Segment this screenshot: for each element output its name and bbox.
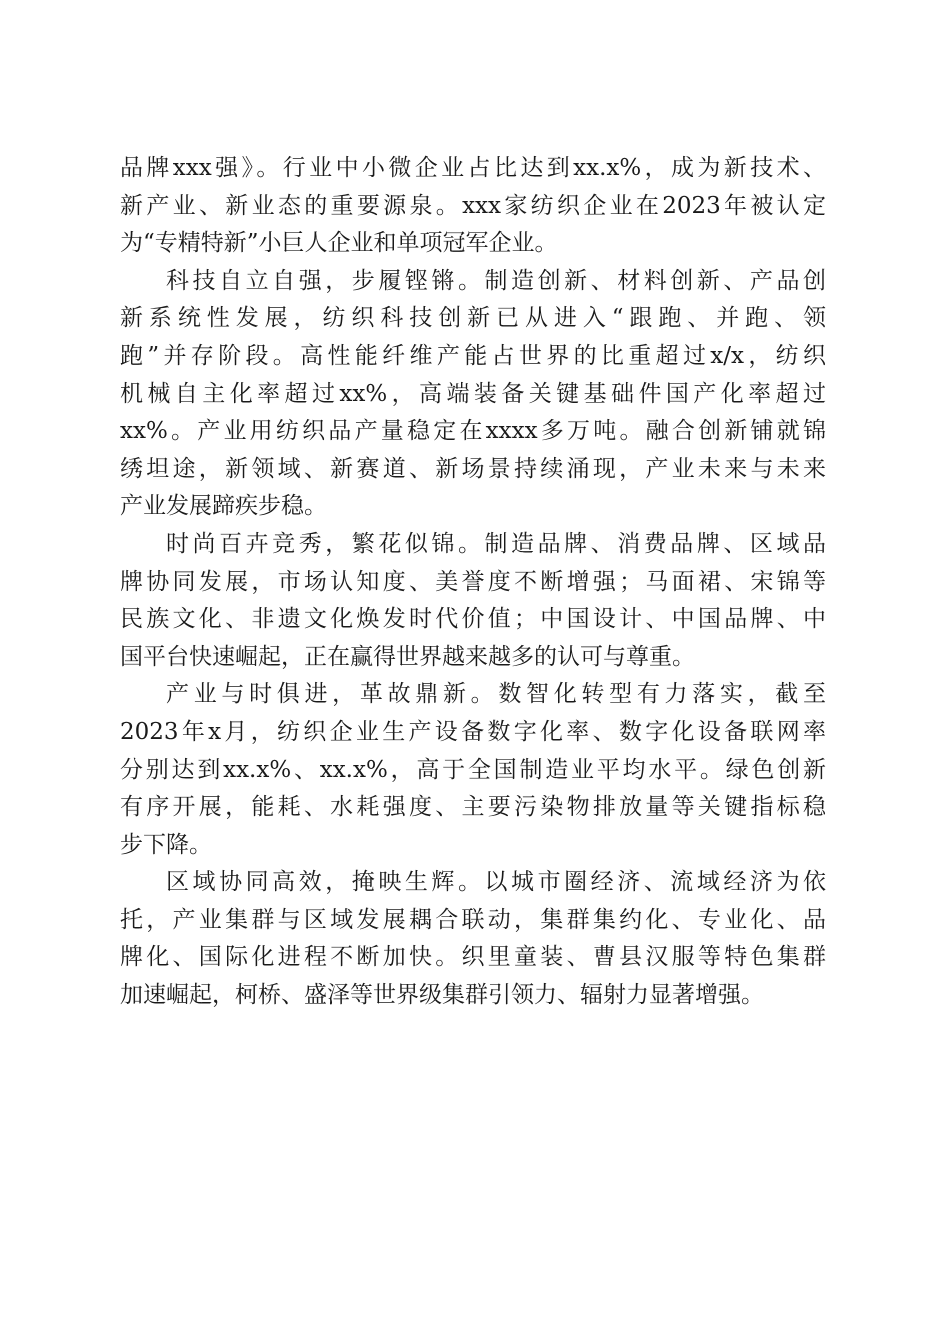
paragraph-regional bbox=[120, 864, 826, 1014]
text-line: 国平台快速崛起，正在赢得世界越来越多的认可与尊重。 bbox=[120, 643, 695, 670]
paragraph-technology bbox=[120, 263, 826, 526]
text-line: xx%。产业用纺织品产量稳定在xxxx多万吨。融合创新铺就锦 bbox=[120, 418, 826, 445]
text-line: 新系统性发展，纺织科技创新已从进入“跟跑、并跑、领 bbox=[120, 305, 826, 332]
text-line: 新产业、新业态的重要源泉。xxx家纺织企业在2023年被认定 bbox=[120, 192, 826, 219]
text-line: 跑”并存阶段。高性能纤维产能占世界的比重超过x/x，纺织 bbox=[120, 342, 826, 369]
text-line: 牌化、国际化进程不断加快。织里童装、曹县汉服等特色集群 bbox=[120, 944, 826, 971]
body-text bbox=[120, 150, 826, 1015]
paragraph-digital-green bbox=[120, 676, 826, 864]
text-line: 步下降。 bbox=[120, 831, 212, 858]
text-line: 科技自立自强，步履铿锵。制造创新、材料创新、产品创 bbox=[166, 267, 826, 294]
paragraph-enterprise-structure bbox=[120, 150, 826, 263]
paragraph-fashion bbox=[120, 526, 826, 676]
text-line: 机械自主化率超过xx%，高端装备关键基础件国产化率超过 bbox=[120, 380, 826, 407]
text-line: 有序开展，能耗、水耗强度、主要污染物排放量等关键指标稳 bbox=[120, 794, 826, 821]
text-line: 托，产业集群与区域发展耦合联动，集群集约化、专业化、品 bbox=[120, 906, 826, 933]
text-line: 民族文化、非遗文化焕发时代价值；中国设计、中国品牌、中 bbox=[120, 606, 826, 633]
text-line: 牌协同发展，市场认知度、美誉度不断增强；马面裙、宋锦等 bbox=[120, 568, 826, 595]
text-line: 产业与时俱进，革故鼎新。数智化转型有力落实，截至 bbox=[166, 681, 826, 708]
text-line: 时尚百卉竞秀，繁花似锦。制造品牌、消费品牌、区域品 bbox=[166, 530, 826, 557]
text-line: 加速崛起，柯桥、盛泽等世界级集群引领力、辐射力显著增强。 bbox=[120, 982, 764, 1009]
text-line: 2023年x月，纺织企业生产设备数字化率、数字化设备联网率 bbox=[120, 718, 826, 745]
text-line: 为“专精特新”小巨人企业和单项冠军企业。 bbox=[120, 230, 558, 257]
text-line: 产业发展蹄疾步稳。 bbox=[120, 493, 327, 520]
text-line: 区域协同高效，掩映生辉。以城市圈经济、流域经济为依 bbox=[166, 869, 826, 896]
text-line: 绣坦途，新领域、新赛道、新场景持续涌现，产业未来与未来 bbox=[120, 455, 826, 482]
text-line: 分别达到xx.x%、xx.x%，高于全国制造业平均水平。绿色创新 bbox=[120, 756, 826, 783]
text-line: 品牌xxx强》。行业中小微企业占比达到xx.x%，成为新技术、 bbox=[120, 155, 826, 181]
